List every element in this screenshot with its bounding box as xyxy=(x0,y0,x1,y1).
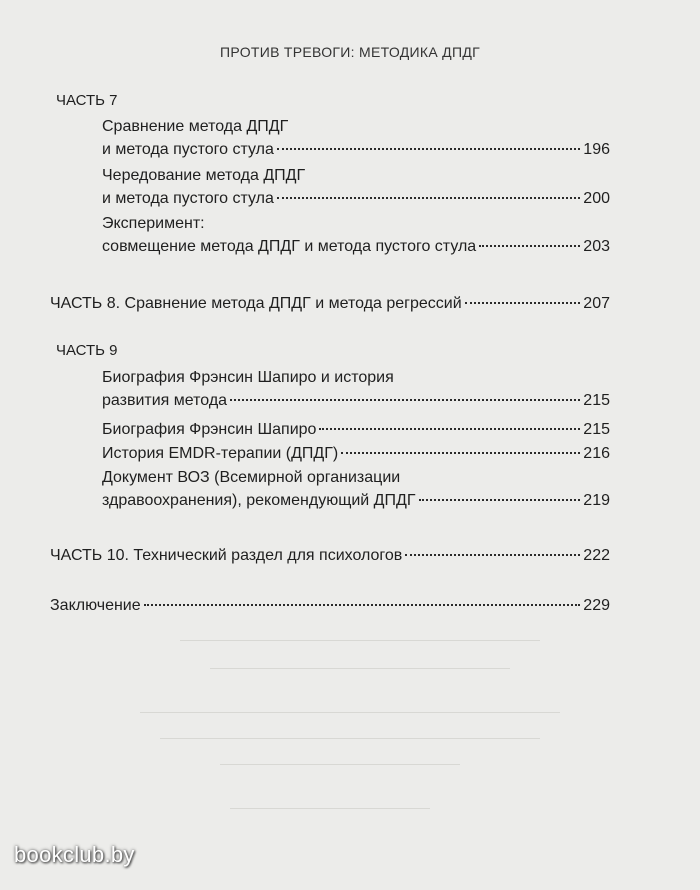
show-through-line xyxy=(210,668,510,669)
toc-entry xyxy=(102,212,610,258)
toc-entry-line: ЧАСТЬ 8. Сравнение метода ДПДГ и метода регрессий xyxy=(50,295,462,312)
toc-entry-line: Эксперимент: xyxy=(102,215,205,232)
show-through-line xyxy=(180,640,540,641)
show-through-line xyxy=(140,712,560,713)
dot-leader xyxy=(277,148,580,150)
toc-entry-line: История EMDR-терапии (ДПДГ) xyxy=(102,445,339,462)
page-number: 219 xyxy=(583,492,610,509)
page-number: 222 xyxy=(583,547,610,564)
toc-entry-line: Заключение xyxy=(50,597,141,614)
toc-entry xyxy=(102,418,610,441)
site-watermark: bookclub.by xyxy=(14,842,135,867)
toc-entry-conclusion xyxy=(50,594,610,617)
part-7-heading: ЧАСТЬ 7 xyxy=(56,92,118,109)
toc-entry-line: развития метода xyxy=(102,392,228,409)
dot-leader xyxy=(319,428,580,430)
page-number: 215 xyxy=(583,392,610,409)
toc-entry-line: совмещение метода ДПДГ и метода пустого стула xyxy=(102,238,477,255)
toc-entry-line: ЧАСТЬ 10. Технический раздел для психологов xyxy=(50,547,403,564)
toc-entry-line: Документ ВОЗ (Всемирной организации xyxy=(102,469,401,486)
toc-entry-part-10 xyxy=(50,544,610,567)
toc-entry-line: Чередование метода ДПДГ xyxy=(102,167,306,184)
toc-entry-line: Биография Фрэнсин Шапиро и история xyxy=(102,369,394,386)
dot-leader xyxy=(465,302,581,304)
part-9-heading: ЧАСТЬ 9 xyxy=(56,342,118,359)
toc-entry-line: и метода пустого стула xyxy=(102,141,274,158)
show-through-line xyxy=(230,808,430,809)
page-number: 229 xyxy=(583,597,610,614)
toc-entry xyxy=(102,442,610,465)
dot-leader xyxy=(277,197,580,199)
dot-leader xyxy=(341,452,580,454)
toc-entry-line: Сравнение метода ДПДГ xyxy=(102,118,289,135)
dot-leader xyxy=(419,499,581,501)
running-header: ПРОТИВ ТРЕВОГИ: МЕТОДИКА ДПДГ xyxy=(220,44,480,60)
toc-entry-part-8 xyxy=(50,292,610,315)
toc-entry-line: здравоохранения), рекомендующий ДПДГ xyxy=(102,492,416,509)
toc-entry xyxy=(102,164,610,210)
dot-leader xyxy=(405,554,580,556)
dot-leader xyxy=(144,604,581,606)
page-number: 196 xyxy=(583,141,610,158)
show-through-line xyxy=(220,764,460,765)
toc-entry xyxy=(102,366,610,412)
toc-entry-line: Биография Фрэнсин Шапиро xyxy=(102,421,317,438)
page-number: 203 xyxy=(583,238,610,255)
dot-leader xyxy=(230,399,580,401)
toc-entry xyxy=(102,115,610,161)
page-number: 215 xyxy=(583,421,610,438)
toc-entry xyxy=(102,466,610,512)
page-number: 216 xyxy=(583,445,610,462)
toc-entry-line: и метода пустого стула xyxy=(102,190,274,207)
page-number: 207 xyxy=(583,295,610,312)
show-through-line xyxy=(160,738,540,739)
page-number: 200 xyxy=(583,190,610,207)
dot-leader xyxy=(479,245,580,247)
